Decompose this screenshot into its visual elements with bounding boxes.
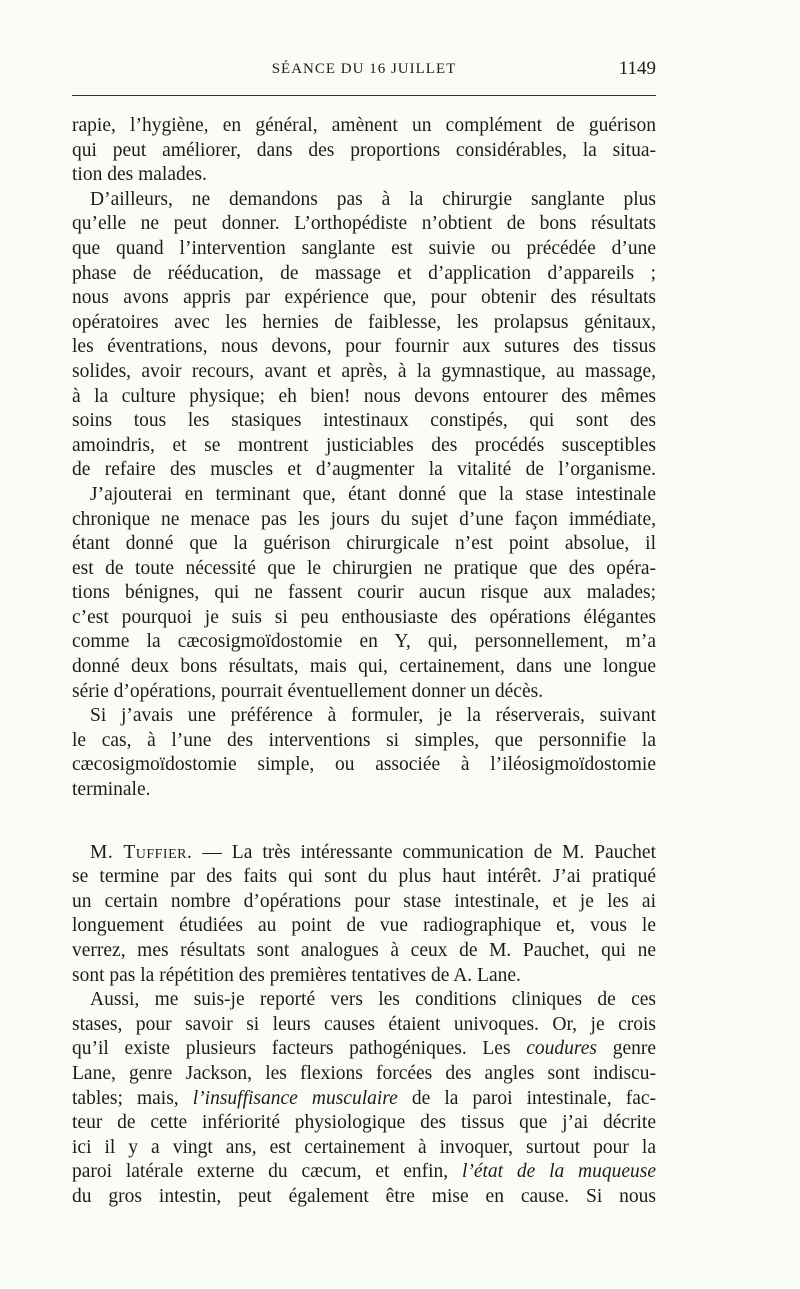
text-line: de refaire des muscles et d’augmenter la vitalité de l’organisme. <box>72 459 656 481</box>
body-text <box>72 114 656 1210</box>
header-rule <box>72 95 656 96</box>
text-fragment: genre <box>597 1038 656 1060</box>
text-line: chronique ne menace pas les jours du sujet d’une façon immédiate, <box>72 508 656 530</box>
italic-term: l’insuffisance musculaire <box>192 1087 398 1109</box>
text-line: amoindris, et se montrent justiciables des procédés susceptibles <box>72 434 656 456</box>
header-title: SÉANCE DU 16 JUILLET <box>271 61 457 77</box>
text-line: les éventrations, nous devons, pour fournir aux sutures des tissus <box>72 336 656 358</box>
text-line: tions bénignes, qui ne fassent courir aucun risque aux malades; <box>72 582 656 604</box>
text-line: phase de rééducation, de massage et d’application d’appareils ; <box>72 262 656 284</box>
text-line: étant donné que la guérison chirurgicale n’est point absolue, il <box>72 533 656 555</box>
text-line <box>72 841 656 866</box>
text-line: cæcosigmoïdostomie simple, ou associée à l’iléosigmoïdostomie <box>72 754 656 776</box>
text-line: série d’opérations, pourrait éventuellement donner un décès. <box>72 680 544 702</box>
text-fragment: — La très intéressante communication de M. Pauchet <box>192 841 656 863</box>
text-line: opératoires avec les hernies de faiblesse, les prolapsus génitaux, <box>72 311 656 333</box>
text-line: stases, pour savoir si leurs causes étaient univoques. Or, je crois <box>72 1013 656 1035</box>
text-line <box>72 1037 656 1062</box>
text-line: nous avons appris par expérience que, pour obtenir des résultats <box>72 287 656 309</box>
text-line: verrez, mes résultats sont analogues à ceux de M. Pauchet, qui ne <box>72 940 656 961</box>
running-header <box>72 58 656 82</box>
text-line: c’est pourquoi je suis si peu enthousiaste des opérations élégantes <box>72 606 656 628</box>
text-fragment: paroi latérale externe du cæcum, et enfin, <box>72 1161 462 1183</box>
text-fragment: tables; mais, <box>72 1087 193 1109</box>
speaker-name: M. Tuffier. <box>90 841 193 863</box>
italic-term: coudures <box>526 1038 597 1060</box>
text-line: du gros intestin, peut également être mise en cause. Si nous <box>72 1185 656 1207</box>
text-line: rapie, l’hygiène, en général, amènent un complément de guérison <box>72 115 656 136</box>
text-line: qu’elle ne peut donner. L’orthopédiste n’obtient de bons résultats <box>72 213 656 235</box>
text-line: est de toute nécessité que le chirurgien ne pratique que des opéra- <box>72 557 656 579</box>
text-line: teur de cette infériorité physiologique des tissus que j’ai décrite <box>72 1112 656 1134</box>
text-line: ici il y a vingt ans, est certainement à invoquer, surtout pour la <box>72 1136 656 1158</box>
italic-term: l’état de la muqueuse <box>461 1161 656 1183</box>
text-line: Lane, genre Jackson, les flexions forcées des angles sont indiscu- <box>72 1062 656 1084</box>
text-line: sont pas la répétition des premières tentatives de A. Lane. <box>72 964 521 986</box>
text-line: Aussi, me suis-je reporté vers les conditions cliniques de ces <box>90 989 656 1011</box>
text-line: solides, avoir recours, avant et après, à la gymnastique, au massage, <box>72 360 656 382</box>
text-line: à la culture physique; eh bien! nous devons entourer des mêmes <box>72 385 656 407</box>
text-line: Si j’avais une préférence à formuler, je la réserverais, suivant <box>90 705 656 727</box>
text-line: qui peut améliorer, dans des proportions considérables, la situa- <box>72 139 656 161</box>
text-line: le cas, à l’une des interventions si simples, que personnifie la <box>72 729 656 751</box>
text-line: tion des malades. <box>72 164 207 186</box>
text-line <box>72 1160 656 1185</box>
text-line: terminale. <box>72 779 151 801</box>
text-line: D’ailleurs, ne demandons pas à la chirurgie sanglante plus <box>90 188 656 210</box>
text-line: donné deux bons résultats, mais qui, certainement, dans une longue <box>72 656 656 678</box>
section-gap <box>72 803 656 841</box>
text-line <box>72 1087 656 1112</box>
page-number: 1149 <box>618 58 656 79</box>
text-line: se termine par des faits qui sont du plus haut intérêt. J’ai pratiqué <box>72 866 656 888</box>
text-line: que quand l’intervention sanglante est suivie ou précédée d’une <box>72 237 656 259</box>
text-line: comme la cæcosigmoïdostomie en Y, qui, personnellement, m’a <box>72 631 656 653</box>
text-line: un certain nombre d’opérations pour stase intestinale, et je les ai <box>72 890 656 912</box>
text-line: soins tous les stasiques intestinaux constipés, qui sont des <box>72 410 656 432</box>
text-fragment: de la paroi intestinale, fac- <box>397 1087 657 1109</box>
text-line: longuement étudiées au point de vue radiographique et, vous le <box>72 915 656 937</box>
text-line: J’ajouterai en terminant que, étant donné que la stase intestinale <box>90 483 656 505</box>
text-fragment: qu’il existe plusieurs facteurs pathogéniques. Les <box>72 1038 527 1060</box>
